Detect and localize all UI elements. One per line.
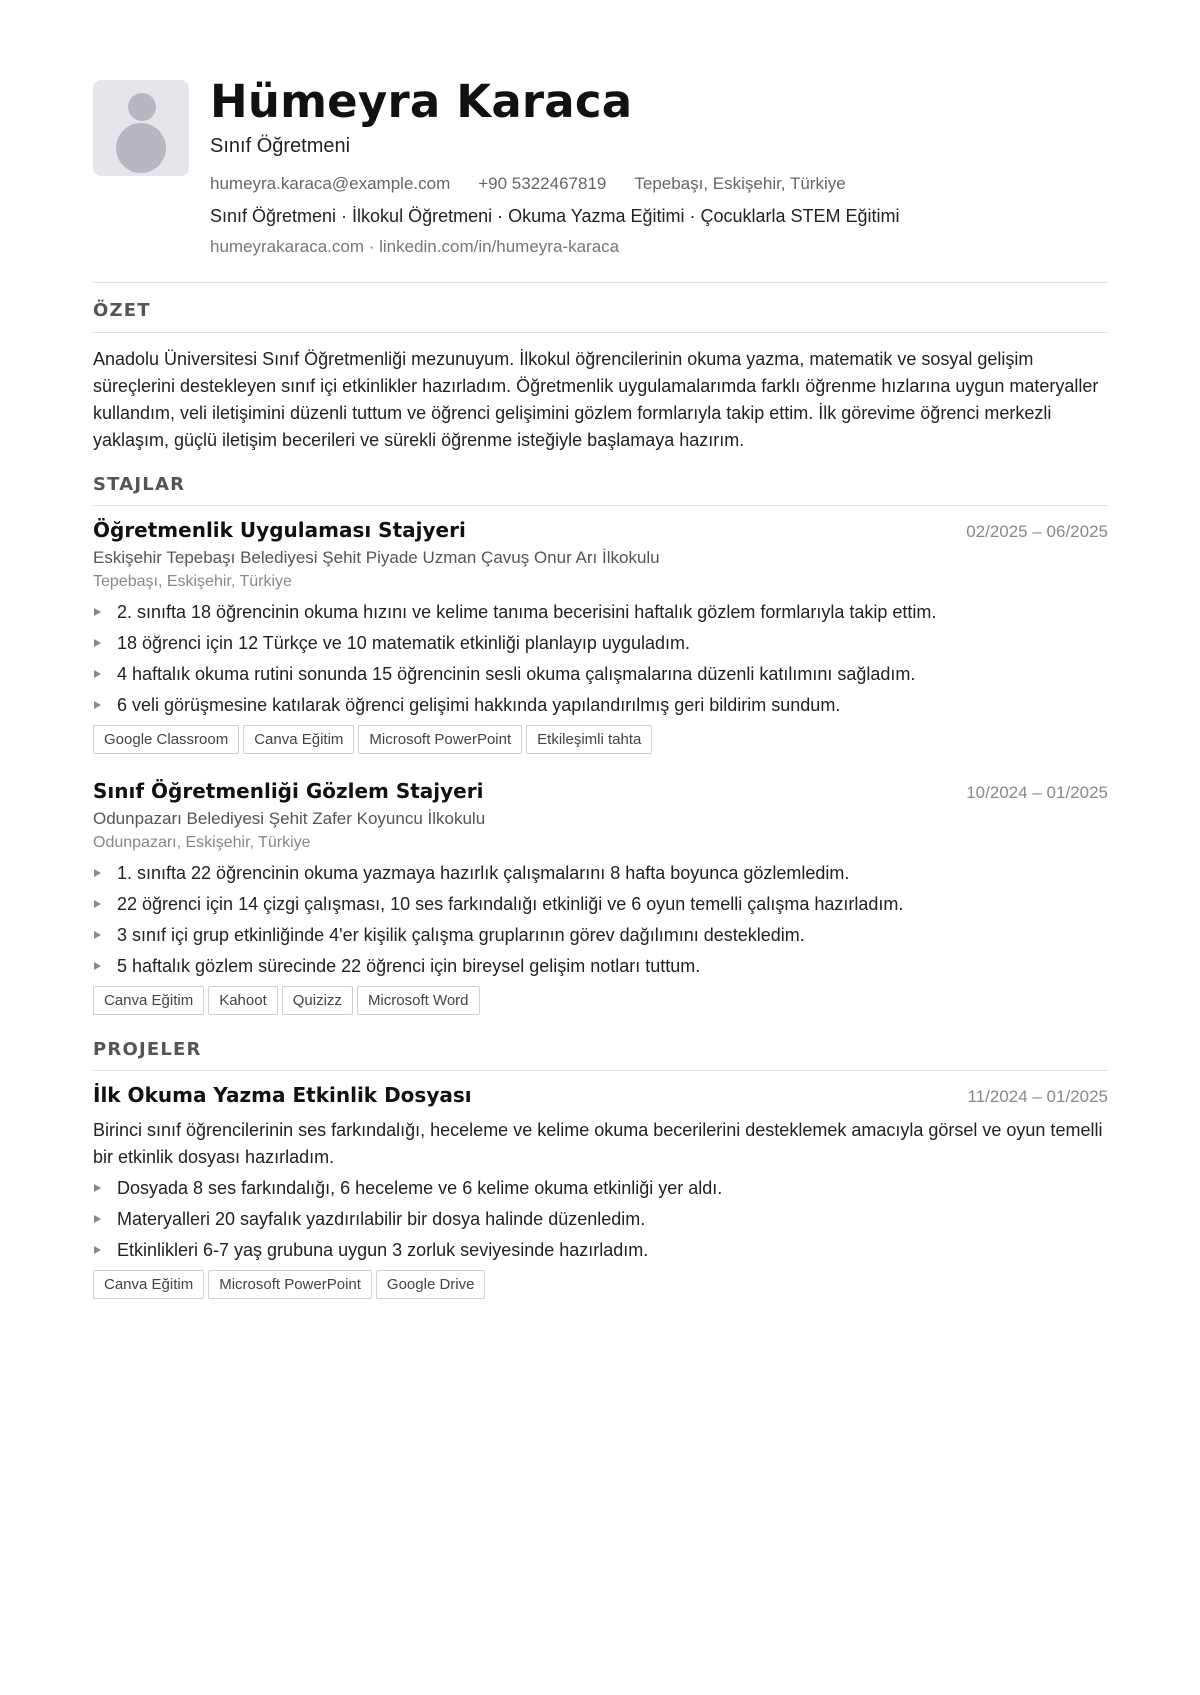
summary-text: Anadolu Üniversitesi Sınıf Öğretmenliği mezunuyum. İlkokul öğrencilerinin okuma yazma, matematik ve sosyal gelişim süreçlerini destekleyen sınıf içi etkinlikler hazırladım. Öğretmenlik uygulamalarımda farklı öğrenme hızlarına uygun materyaller kullandım, veli iletişimini düzenli tuttum ve öğrenci gelişimini gözlem formlarıyla takip ettim. İlk görevime öğrenci merkezli yaklaşım, güçlü iletişim becerileri ve sürekli öğrenme isteğiyle başlamaya hazırım. — [93, 349, 1099, 450]
section-divider — [93, 332, 1108, 333]
bullet-item: 4 haftalık okuma rutini sonunda 15 öğrencinin sesli okuma çalışmalarına düzenli katılımını sağladım. — [93, 662, 1108, 693]
skill-tag: Canva Eğitim — [93, 986, 204, 1015]
bullet-triangle-icon — [94, 1184, 101, 1192]
entry-location: Tepebaşı, Eskişehir, Türkiye — [93, 573, 292, 590]
bullet-triangle-icon — [94, 639, 101, 647]
bullet-triangle-icon — [94, 701, 101, 709]
phone-text[interactable]: +90 5322467819 — [478, 174, 607, 193]
skill-tag: Microsoft Word — [357, 986, 480, 1015]
section-title-internships: STAJLAR — [93, 474, 186, 495]
entry-header — [93, 779, 1108, 803]
internship-entry — [93, 779, 1108, 1015]
entry-location: Odunpazarı, Eskişehir, Türkiye — [93, 834, 311, 851]
skill-tag: Canva Eğitim — [243, 725, 354, 754]
bullet-item: 1. sınıfta 22 öğrencinin okuma yazmaya hazırlık çalışmalarını 8 hafta boyunca gözlemledim. — [93, 861, 1108, 892]
bullet-triangle-icon — [94, 670, 101, 678]
bullet-item: 5 haftalık gözlem sürecinde 22 öğrenci için bireysel gelişim notları tuttum. — [93, 954, 1108, 985]
email-text[interactable]: humeyra.karaca@example.com — [210, 174, 451, 193]
project-entry — [93, 1083, 1108, 1299]
entry-date: 11/2024 – 01/2025 — [967, 1087, 1108, 1106]
project-description: Birinci sınıf öğrencilerinin ses farkındalığı, heceleme ve kelime okuma becerilerini desteklemek amacıyla görsel ve oyun temelli bir etkinlik dosyası hazırladım. — [93, 1120, 1103, 1167]
bullet-triangle-icon — [94, 1215, 101, 1223]
entry-date: 10/2024 – 01/2025 — [966, 783, 1108, 802]
skill-tag: Microsoft PowerPoint — [358, 725, 522, 754]
bullet-item: Dosyada 8 ses farkındalığı, 6 heceleme ve 6 kelime okuma etkinliği yer aldı. — [93, 1176, 1108, 1207]
entry-date: 02/2025 – 06/2025 — [966, 522, 1108, 541]
entry-title: Sınıf Öğretmenliği Gözlem Stajyeri — [93, 779, 484, 803]
entry-header — [93, 1083, 1108, 1107]
profile-links[interactable]: humeyrakaraca.com · linkedin.com/in/humeyra-karaca — [210, 237, 620, 256]
section-title-summary: ÖZET — [93, 300, 151, 321]
job-title: Sınıf Öğretmeni — [210, 135, 351, 157]
bullet-triangle-icon — [94, 900, 101, 908]
bullet-item: Materyalleri 20 sayfalık yazdırılabilir bir dosya halinde düzenledim. — [93, 1207, 1108, 1238]
entry-title: Öğretmenlik Uygulaması Stajyeri — [93, 518, 466, 542]
bullet-triangle-icon — [94, 608, 101, 616]
entry-organization: Eskişehir Tepebaşı Belediyesi Şehit Piyade Uzman Çavuş Onur Arı İlkokulu — [93, 548, 660, 567]
bullet-item: 6 veli görüşmesine katılarak öğrenci gelişimi hakkında yapılandırılmış geri bildirim sundum. — [93, 693, 1108, 724]
bullet-item: 2. sınıfta 18 öğrencinin okuma hızını ve kelime tanıma becerisini haftalık gözlem formlarıyla takip ettim. — [93, 600, 1108, 631]
person-name: Hümeyra Karaca — [210, 75, 633, 128]
section-title-projects: PROJELER — [93, 1039, 202, 1060]
skill-tags — [93, 1270, 1108, 1299]
avatar-placeholder-icon — [93, 80, 189, 176]
divider — [93, 282, 1108, 283]
entry-organization: Odunpazarı Belediyesi Şehit Zafer Koyuncu İlkokulu — [93, 809, 486, 828]
resume-header — [93, 75, 1108, 257]
bullet-item: 3 sınıf içi grup etkinliğinde 4'er kişilik çalışma gruplarının görev dağılımını destekledim. — [93, 923, 1108, 954]
bullet-triangle-icon — [94, 962, 101, 970]
bullet-item: 22 öğrenci için 14 çizgi çalışması, 10 ses farkındalığı etkinliği ve 6 oyun temelli çalışma hazırladım. — [93, 892, 1108, 923]
bullet-list — [93, 1176, 1108, 1269]
bullet-triangle-icon — [94, 869, 101, 877]
section-divider — [93, 1070, 1108, 1071]
skill-tag: Canva Eğitim — [93, 1270, 204, 1299]
bullet-list — [93, 861, 1108, 985]
headline-skills: Sınıf Öğretmeni · İlkokul Öğretmeni · Okuma Yazma Eğitimi · Çocuklarla STEM Eğitimi — [210, 206, 900, 226]
contact-row — [210, 174, 1108, 194]
bullet-item: Etkinlikleri 6-7 yaş grubuna uygun 3 zorluk seviyesinde hazırladım. — [93, 1238, 1108, 1269]
skill-tag: Google Drive — [376, 1270, 486, 1299]
skill-tag: Microsoft PowerPoint — [208, 1270, 372, 1299]
bullet-triangle-icon — [94, 931, 101, 939]
skill-tag: Quizizz — [282, 986, 353, 1015]
skill-tag: Etkileşimli tahta — [526, 725, 652, 754]
bullet-list — [93, 600, 1108, 724]
skill-tag: Kahoot — [208, 986, 278, 1015]
entry-title: İlk Okuma Yazma Etkinlik Dosyası — [93, 1083, 472, 1107]
skill-tags — [93, 725, 1108, 754]
internship-entry — [93, 518, 1108, 754]
location-text: Tepebaşı, Eskişehir, Türkiye — [634, 174, 846, 193]
entry-header — [93, 518, 1108, 542]
section-divider — [93, 505, 1108, 506]
bullet-item: 18 öğrenci için 12 Türkçe ve 10 matematik etkinliği planlayıp uyguladım. — [93, 631, 1108, 662]
bullet-triangle-icon — [94, 1246, 101, 1254]
skill-tag: Google Classroom — [93, 725, 239, 754]
skill-tags — [93, 986, 1108, 1015]
header-info — [210, 75, 1108, 257]
